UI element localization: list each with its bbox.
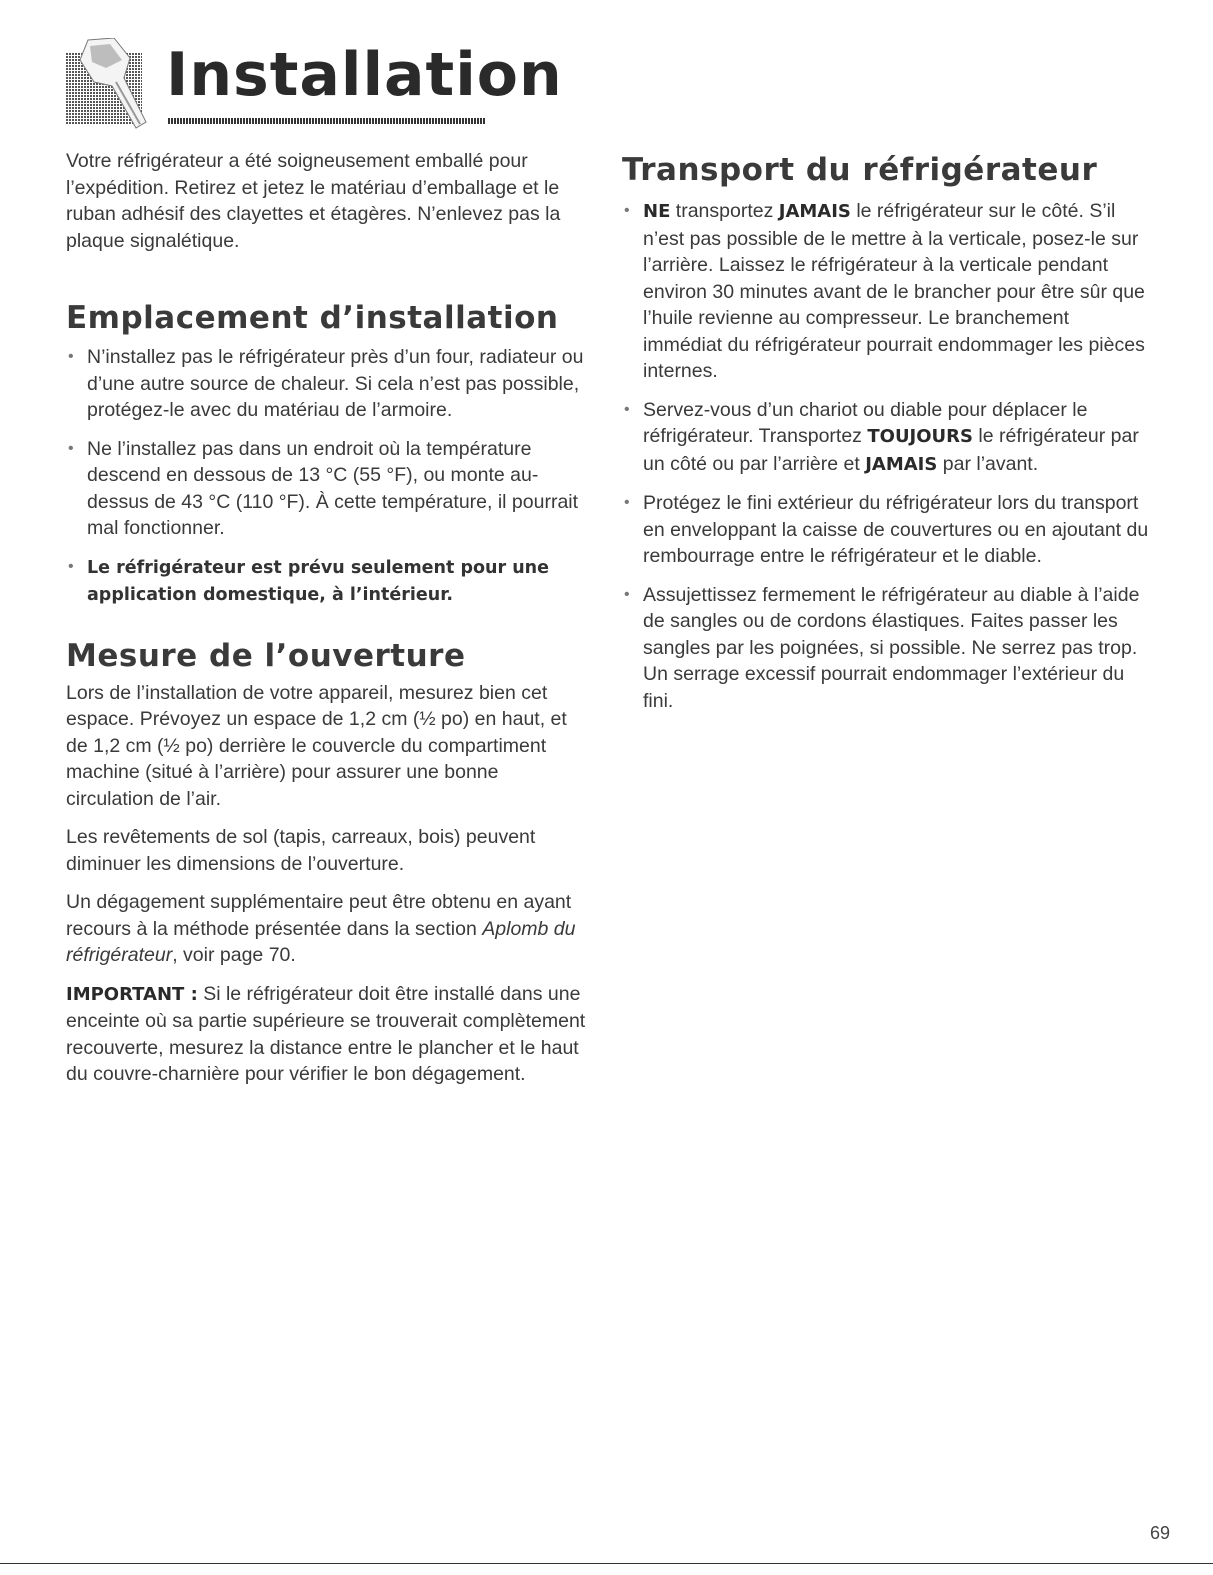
important-label: IMPORTANT : bbox=[66, 983, 198, 1005]
page-number: 69 bbox=[1150, 1523, 1171, 1543]
list-item-text: Protégez le fini extérieur du réfrigérateur lors du transport en enveloppant la caisse de couvertures ou en ajoutant du rembourrage entre le réfrigérateur et le diable. bbox=[643, 492, 1149, 567]
keyword: TOUJOURS bbox=[867, 426, 973, 447]
text-run: le réfrigérateur sur le côté. S’il n’est pas possible de le mettre à la verticale, posez-le sur l’arrière. Laissez le réfrigérateur à la verticale pendant environ 30 minutes avant de le brancher pour être sûr que l’huile revienne au compresseur. Le branchement immédiat du réfrigérateur pourrait endommager les pièces internes. bbox=[643, 200, 1145, 382]
wrench-icon bbox=[66, 38, 154, 130]
bullet-icon: • bbox=[68, 348, 74, 365]
text-run: Si le réfrigérateur doit être installé dans une enceinte où sa partie supérieure se trouverait complètement recouverte, mesurez la distance entre le plancher et le haut du couvre-charnière pour vérifier le bon dégagement. bbox=[66, 982, 586, 1085]
keyword: JAMAIS bbox=[778, 201, 851, 222]
mesure-paragraph-3 bbox=[66, 889, 586, 969]
bottom-divider bbox=[0, 1563, 1213, 1564]
mesure-paragraph-1: Lors de l’installation de votre appareil, mesurez bien cet espace. Prévoyez un espace de 1,2 cm (½ po) en haut, et de 1,2 cm (½ po) derrière le couvercle du compartiment machine (situé à l’arrière) pour assurer une bonne circulation de l’air. bbox=[66, 681, 567, 810]
bullet-icon: • bbox=[68, 557, 74, 575]
list-item bbox=[66, 344, 586, 424]
text-run: transportez bbox=[670, 200, 779, 222]
transport-list bbox=[622, 198, 1152, 714]
bullet-icon: • bbox=[624, 494, 630, 511]
bullet-icon: • bbox=[624, 202, 630, 219]
keyword: NE bbox=[643, 201, 671, 222]
title-underline bbox=[168, 118, 486, 124]
list-item-text: Le réfrigérateur est prévu seulement pour une application domestique, à l’intérieur. bbox=[87, 557, 549, 605]
list-item-text: Assujettissez fermement le réfrigérateur au diable à l’aide de sangles ou de cordons élastiques. Faites passer les sangles par les poignées, si possible. Ne serrez pas trop. Un serrage excessif pourrait endommager l’extérieur du fini. bbox=[643, 583, 1140, 712]
bullet-icon: • bbox=[624, 585, 630, 603]
page-header bbox=[66, 38, 563, 138]
mesure-paragraph-2: Les revêtements de sol (tapis, carreaux, bois) peuvent diminuer les dimensions de l’ouverture. bbox=[66, 826, 536, 875]
list-item bbox=[66, 554, 586, 608]
list-item bbox=[66, 436, 586, 542]
text-run: , voir page 70. bbox=[172, 944, 296, 966]
text-run: Servez-vous d’un chariot ou diable pour déplacer le réfrigérateur. Transportez bbox=[643, 398, 1088, 447]
bullet-icon: • bbox=[68, 439, 74, 457]
text-run: par l’avant. bbox=[937, 452, 1039, 475]
list-item bbox=[622, 198, 1152, 385]
keyword: JAMAIS bbox=[865, 453, 938, 475]
page-title: Installation bbox=[166, 40, 563, 110]
list-item-text: Ne l’installez pas dans un endroit où la température descend en dessous de 13 °C (55 °F), ou monte au-dessus de 43 °C (110 °F). À cette température, il pourrait mal fonctionner. bbox=[87, 437, 579, 539]
emplacement-list bbox=[66, 344, 586, 608]
list-item-text: N’installez pas le réfrigérateur près d’un four, radiateur ou d’une autre source de chaleur. Si cela n’est pas possible, protégez-le avec du matériau de l’armoire. bbox=[87, 346, 584, 421]
left-column bbox=[66, 148, 586, 1100]
section-heading-transport: Transport du réfrigérateur bbox=[622, 152, 1098, 188]
list-item bbox=[622, 397, 1152, 479]
list-item bbox=[622, 582, 1152, 715]
intro-paragraph: Votre réfrigérateur a été soigneusement emballé pour l’expédition. Retirez et jetez le matériau d’emballage et le ruban adhésif des clayettes et étagères. N’enlevez pas la plaque signalétique. bbox=[66, 150, 561, 252]
section-heading-emplacement: Emplacement d’installation bbox=[66, 300, 559, 336]
list-item bbox=[622, 490, 1152, 570]
section-reference: Aplomb du réfrigérateur bbox=[66, 917, 576, 966]
right-column bbox=[622, 150, 1152, 726]
text-run: le réfrigérateur par un côté ou par l’arrière et bbox=[643, 425, 1139, 475]
important-paragraph bbox=[66, 981, 586, 1088]
section-heading-mesure: Mesure de l’ouverture bbox=[66, 637, 466, 674]
text-run: Un dégagement supplémentaire peut être obtenu en ayant recours à la méthode présentée dans la section bbox=[66, 891, 572, 940]
bullet-icon: • bbox=[624, 400, 630, 418]
